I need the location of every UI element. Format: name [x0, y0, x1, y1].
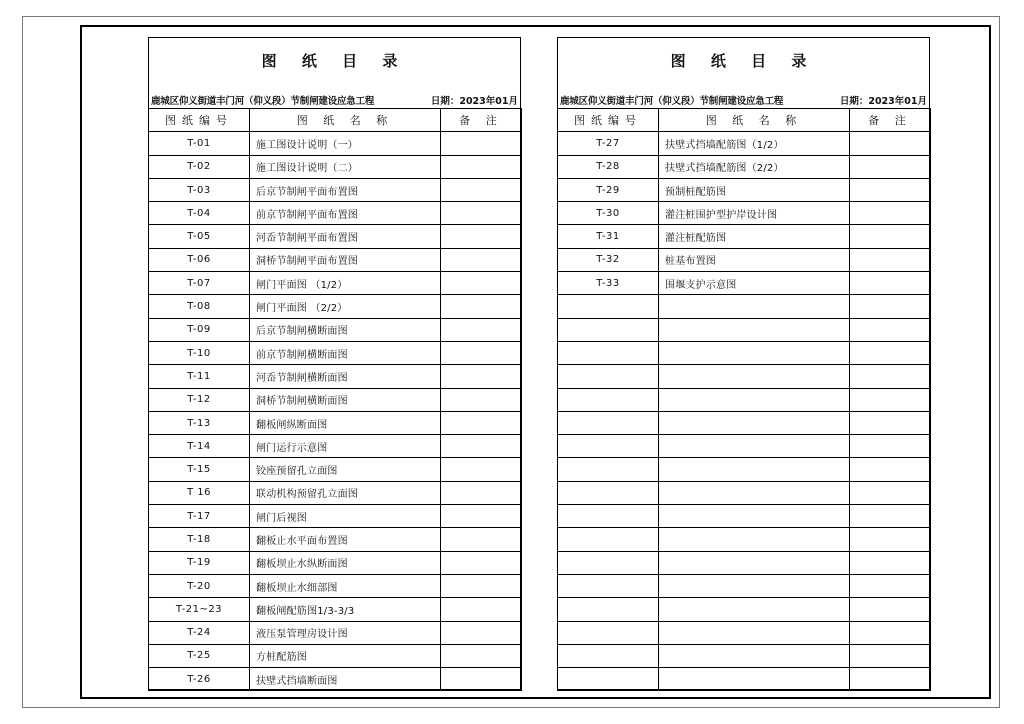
drawing-name-cell: 翻板止水平面布置图: [250, 528, 441, 551]
drawing-name-cell: 液压泵管理房设计图: [250, 621, 441, 644]
header-code: 图纸编号: [558, 109, 659, 132]
drawing-name-cell: 联动机构预留孔立面图: [250, 481, 441, 504]
table-row: [558, 411, 931, 434]
remarks-cell: [850, 621, 931, 644]
drawing-catalog-table: [557, 108, 931, 691]
drawing-code-cell: [558, 668, 659, 691]
drawing-name-cell: [659, 644, 850, 667]
table-row: [558, 341, 931, 364]
drawing-name-cell: [659, 435, 850, 458]
drawing-name-cell: 翻板闸纵断面图: [250, 411, 441, 434]
drawing-name-cell: 方桩配筋图: [250, 644, 441, 667]
drawing-code-cell: T-12: [149, 388, 250, 411]
remarks-cell: [850, 505, 931, 528]
drawing-code-cell: T-10: [149, 341, 250, 364]
drawing-code-cell: T-03: [149, 178, 250, 201]
project-line: [560, 91, 927, 108]
drawing-name-cell: [659, 668, 850, 691]
drawing-name-cell: 灌注桩配筋图: [659, 225, 850, 248]
remarks-cell: [441, 481, 522, 504]
remarks-cell: [441, 621, 522, 644]
remarks-cell: [850, 644, 931, 667]
remarks-cell: [850, 202, 931, 225]
table-row: [558, 178, 931, 201]
table-header-row: [558, 109, 931, 132]
drawing-code-cell: T-18: [149, 528, 250, 551]
drawing-code-cell: [558, 621, 659, 644]
drawing-code-cell: T 16: [149, 481, 250, 504]
drawing-code-cell: T-09: [149, 318, 250, 341]
drawing-code-cell: T-19: [149, 551, 250, 574]
table-row: [558, 481, 931, 504]
remarks-cell: [850, 574, 931, 597]
sheet-title: 图 纸 目 录: [670, 52, 817, 70]
drawing-name-cell: 后京节制闸平面布置图: [250, 178, 441, 201]
table-row: [149, 505, 522, 528]
drawing-code-cell: T-14: [149, 435, 250, 458]
drawing-name-cell: 闸门运行示意图: [250, 435, 441, 458]
table-row: [149, 481, 522, 504]
remarks-cell: [850, 365, 931, 388]
drawing-code-cell: T-28: [558, 155, 659, 178]
table-row: [558, 574, 931, 597]
table-row: [558, 155, 931, 178]
table-row: [558, 132, 931, 155]
remarks-cell: [850, 341, 931, 364]
remarks-cell: [441, 155, 522, 178]
drawing-code-cell: T-11: [149, 365, 250, 388]
remarks-cell: [850, 598, 931, 621]
remarks-cell: [850, 528, 931, 551]
drawing-name-cell: [659, 481, 850, 504]
remarks-cell: [850, 435, 931, 458]
drawing-code-cell: [558, 411, 659, 434]
table-row: [149, 248, 522, 271]
remarks-cell: [441, 551, 522, 574]
catalog-sheet-right: [557, 37, 930, 690]
drawing-name-cell: 预制桩配筋图: [659, 178, 850, 201]
drawing-code-cell: T-29: [558, 178, 659, 201]
drawing-name-cell: 施工图设计说明（一）: [250, 132, 441, 155]
drawing-code-cell: [558, 644, 659, 667]
table-row: [558, 505, 931, 528]
drawing-code-cell: [558, 505, 659, 528]
remarks-cell: [850, 458, 931, 481]
table-row: [149, 458, 522, 481]
remarks-cell: [850, 388, 931, 411]
drawing-name-cell: [659, 411, 850, 434]
drawing-name-cell: [659, 528, 850, 551]
header-note: 备 注: [441, 109, 522, 132]
drawing-name-cell: [659, 295, 850, 318]
remarks-cell: [441, 458, 522, 481]
drawing-code-cell: T-24: [149, 621, 250, 644]
remarks-cell: [850, 155, 931, 178]
remarks-cell: [441, 178, 522, 201]
remarks-cell: [850, 668, 931, 691]
table-row: [149, 411, 522, 434]
table-row: [149, 598, 522, 621]
drawing-code-cell: [558, 551, 659, 574]
table-row: [149, 388, 522, 411]
drawing-code-cell: T-20: [149, 574, 250, 597]
remarks-cell: [441, 574, 522, 597]
drawing-catalog-table: [148, 108, 522, 691]
drawing-name-cell: 翻板坝止水细部图: [250, 574, 441, 597]
drawing-code-cell: T-17: [149, 505, 250, 528]
drawing-name-cell: 翻板坝止水纵断面图: [250, 551, 441, 574]
remarks-cell: [850, 248, 931, 271]
drawing-code-cell: T-06: [149, 248, 250, 271]
remarks-cell: [441, 295, 522, 318]
table-row: [149, 225, 522, 248]
drawing-name-cell: [659, 551, 850, 574]
catalog-sheet-left: [148, 37, 521, 690]
drawing-code-cell: T-33: [558, 272, 659, 295]
table-row: [558, 621, 931, 644]
drawing-name-cell: 灌注桩围护型护岸设计图: [659, 202, 850, 225]
drawing-code-cell: T-21~23: [149, 598, 250, 621]
table-row: [558, 551, 931, 574]
table-row: [558, 388, 931, 411]
project-line: [151, 91, 518, 108]
header-note: 备 注: [850, 109, 931, 132]
drawing-code-cell: T-13: [149, 411, 250, 434]
table-row: [558, 528, 931, 551]
drawing-code-cell: T-30: [558, 202, 659, 225]
table-row: [149, 435, 522, 458]
table-row: [558, 598, 931, 621]
drawing-name-cell: [659, 365, 850, 388]
drawing-code-cell: [558, 528, 659, 551]
remarks-cell: [441, 248, 522, 271]
drawing-code-cell: T-31: [558, 225, 659, 248]
table-row: [149, 621, 522, 644]
drawing-name-cell: 闸门平面图 （1/2）: [250, 272, 441, 295]
drawing-code-cell: [558, 341, 659, 364]
drawing-name-cell: [659, 341, 850, 364]
table-row: [149, 574, 522, 597]
drawing-code-cell: T-02: [149, 155, 250, 178]
drawing-code-cell: [558, 388, 659, 411]
drawing-code-cell: T-05: [149, 225, 250, 248]
table-row: [149, 272, 522, 295]
drawing-code-cell: T-32: [558, 248, 659, 271]
drawing-code-cell: T-04: [149, 202, 250, 225]
drawing-name-cell: 施工图设计说明（二）: [250, 155, 441, 178]
table-row: [558, 295, 931, 318]
drawing-code-cell: T-26: [149, 668, 250, 691]
table-row: [149, 644, 522, 667]
remarks-cell: [850, 295, 931, 318]
drawing-name-cell: 铰座预留孔立面图: [250, 458, 441, 481]
header-name: 图 纸 名 称: [250, 109, 441, 132]
remarks-cell: [441, 202, 522, 225]
project-name: 鹿城区仰义街道丰门河（仰义段）节制闸建设应急工程: [560, 95, 784, 107]
remarks-cell: [850, 318, 931, 341]
drawing-name-cell: 闸门平面图 （2/2）: [250, 295, 441, 318]
table-row: [149, 202, 522, 225]
table-row: [149, 528, 522, 551]
table-row: [558, 435, 931, 458]
drawing-name-cell: 围堰支护示意图: [659, 272, 850, 295]
drawing-code-cell: T-01: [149, 132, 250, 155]
drawing-code-cell: [558, 481, 659, 504]
drawing-code-cell: [558, 598, 659, 621]
table-row: [149, 668, 522, 691]
drawing-name-cell: 河岙节制闸横断面图: [250, 365, 441, 388]
drawing-name-cell: 闸门后视图: [250, 505, 441, 528]
table-row: [149, 178, 522, 201]
remarks-cell: [441, 272, 522, 295]
drawing-name-cell: [659, 458, 850, 481]
drawing-name-cell: 前京节制闸横断面图: [250, 341, 441, 364]
drawing-name-cell: 扶壁式挡墙配筋图（2/2）: [659, 155, 850, 178]
header-code: 图纸编号: [149, 109, 250, 132]
drawing-code-cell: [558, 458, 659, 481]
drawing-name-cell: 前京节制闸平面布置图: [250, 202, 441, 225]
remarks-cell: [441, 132, 522, 155]
drawing-code-cell: T-07: [149, 272, 250, 295]
remarks-cell: [850, 272, 931, 295]
drawing-name-cell: 后京节制闸横断面图: [250, 318, 441, 341]
table-row: [149, 295, 522, 318]
remarks-cell: [850, 132, 931, 155]
table-row: [149, 155, 522, 178]
drawing-code-cell: [558, 295, 659, 318]
table-row: [558, 668, 931, 691]
drawing-name-cell: 扶壁式挡墙断面图: [250, 668, 441, 691]
remarks-cell: [441, 668, 522, 691]
drawing-code-cell: T-08: [149, 295, 250, 318]
project-date: 日期：2023年01月: [839, 95, 927, 107]
remarks-cell: [850, 481, 931, 504]
remarks-cell: [441, 598, 522, 621]
remarks-cell: [441, 528, 522, 551]
drawing-name-cell: 翻板闸配筋图1/3-3/3: [250, 598, 441, 621]
remarks-cell: [441, 318, 522, 341]
table-row: [149, 341, 522, 364]
drawing-name-cell: [659, 621, 850, 644]
header-name: 图 纸 名 称: [659, 109, 850, 132]
table-row: [558, 458, 931, 481]
drawing-code-cell: [558, 574, 659, 597]
drawing-name-cell: [659, 598, 850, 621]
table-row: [558, 318, 931, 341]
table-row: [558, 644, 931, 667]
drawing-name-cell: 扶壁式挡墙配筋图（1/2）: [659, 132, 850, 155]
remarks-cell: [441, 341, 522, 364]
drawing-name-cell: 洞桥节制闸平面布置图: [250, 248, 441, 271]
table-row: [558, 248, 931, 271]
table-row: [558, 225, 931, 248]
drawing-name-cell: 河岙节制闸平面布置图: [250, 225, 441, 248]
remarks-cell: [850, 225, 931, 248]
table-row: [149, 318, 522, 341]
table-row: [149, 132, 522, 155]
drawing-code-cell: [558, 365, 659, 388]
remarks-cell: [850, 551, 931, 574]
table-row: [558, 202, 931, 225]
drawing-name-cell: [659, 318, 850, 341]
project-name: 鹿城区仰义街道丰门河（仰义段）节制闸建设应急工程: [151, 95, 375, 107]
remarks-cell: [441, 505, 522, 528]
drawing-code-cell: [558, 435, 659, 458]
remarks-cell: [850, 178, 931, 201]
drawing-name-cell: 洞桥节制闸横断面图: [250, 388, 441, 411]
table-header-row: [149, 109, 522, 132]
drawing-code-cell: T-15: [149, 458, 250, 481]
remarks-cell: [850, 411, 931, 434]
drawing-name-cell: [659, 574, 850, 597]
table-row: [558, 272, 931, 295]
drawing-name-cell: [659, 505, 850, 528]
drawing-code-cell: T-25: [149, 644, 250, 667]
remarks-cell: [441, 644, 522, 667]
table-row: [149, 365, 522, 388]
remarks-cell: [441, 225, 522, 248]
remarks-cell: [441, 435, 522, 458]
remarks-cell: [441, 411, 522, 434]
remarks-cell: [441, 365, 522, 388]
table-row: [149, 551, 522, 574]
project-date: 日期：2023年01月: [430, 95, 518, 107]
drawing-name-cell: 桩基布置图: [659, 248, 850, 271]
sheet-title: 图 纸 目 录: [261, 52, 408, 70]
drawing-name-cell: [659, 388, 850, 411]
table-row: [558, 365, 931, 388]
drawing-code-cell: T-27: [558, 132, 659, 155]
remarks-cell: [441, 388, 522, 411]
drawing-code-cell: [558, 318, 659, 341]
